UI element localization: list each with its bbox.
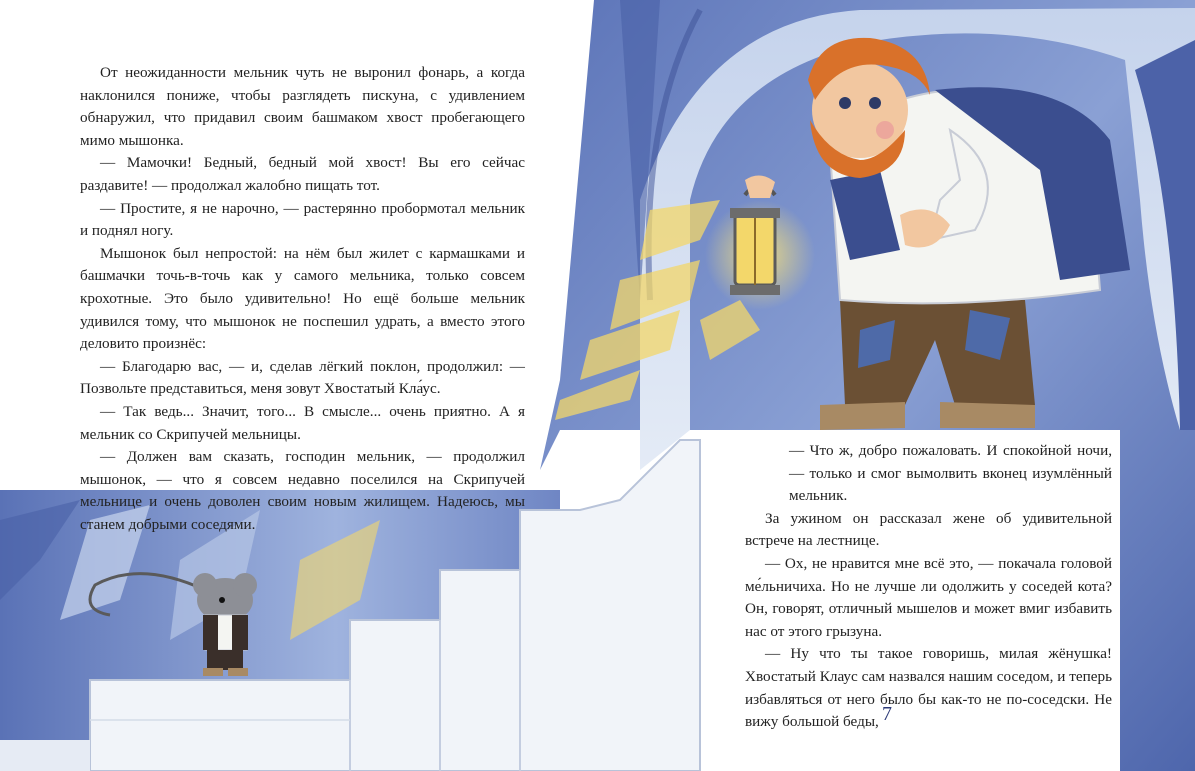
paragraph: — Простите, я не нарочно, — растерянно пробормотал мельник и поднял ногу. [80, 199, 525, 240]
paragraph: — Что ж, добро пожаловать. И спокойной ночи, — только и смог вымолвить вконец изумлённый мельник. [789, 442, 1112, 505]
page-number: 7 [882, 703, 892, 725]
paragraph: — Мамочки! Бедный, бедный мой хвост! Вы его сейчас раздавите! — продолжал жалобно пищать тот. [80, 154, 525, 194]
paragraph: Мышонок был непростой: на нём был жилет с кармашками и башмачки точь-в-точь как у самого мельника, только совсем крохотные. Это было удивительно! Но ещё больше мельник удивился тому, что мышонок не поспешил удрать, а вместо этого деловито произнёс: [80, 244, 525, 353]
paragraph: — Так ведь... Значит, того... В смысле... очень приятно. А я мельник со Скрипучей мельницы. [80, 402, 525, 443]
left-text-column [80, 62, 525, 536]
paragraph: За ужином он рассказал жене об удивительной встрече на лестнице. [745, 509, 1112, 550]
paragraph: — Ох, не нравится мне всё это, — покачала головой ме́льничиха. Но не лучше ли одолжить у соседей кота? Он, говорят, отличный мышелов и может вмиг избавить нас от этого грызуна. [745, 554, 1112, 640]
paragraph: От неожиданности мельник чуть не выронил фонарь, а когда наклонился пониже, чтобы разглядеть пискуна, с удивлением обнаружил, что придавил своим башмаком хвост пробегающего мимо мышонка. [80, 64, 525, 149]
right-text-column [745, 440, 1112, 734]
paragraph: — Должен вам сказать, господин мельник, — продолжил мышонок, — что я совсем недавно поселился на Скрипучей мельнице и очень доволен своим новым жилищем. Надеюсь, мы станем добрыми соседями. [80, 448, 525, 533]
paragraph: — Благодарю вас, — и, сделав лёгкий поклон, продолжил: — Позвольте представиться, меня зовут Хвостатый Кла́ус. [80, 357, 525, 398]
paragraph: — Ну что ты такое говоришь, милая жёнушка! Хвостатый Клаус сам назвался нашим соседом, и теперь избавляться от него было бы как-то не по-соседски. Не вижу большой беды, [745, 645, 1112, 731]
